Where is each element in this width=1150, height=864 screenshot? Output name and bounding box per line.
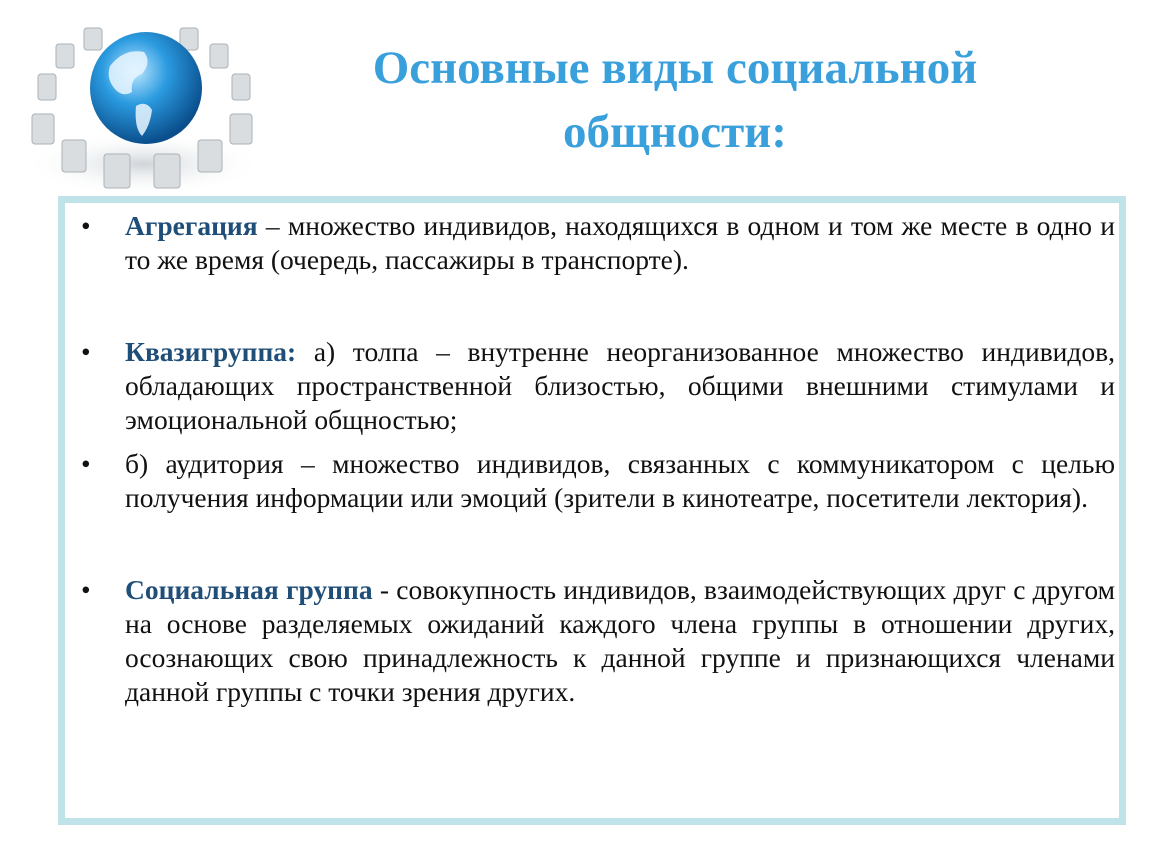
- term-quasigroup: Квазигруппа:: [125, 336, 297, 367]
- term-aggregation: Агрегация: [125, 210, 258, 241]
- list-item: [81, 447, 1115, 515]
- bullet: •: [81, 210, 91, 241]
- page-title: Основные виды социальной общности:: [372, 42, 978, 158]
- definition-text: а) толпа – внутренне неорганизованное множество индивидов, обладающих пространственной близостью, общими внешними стимулами и эмоциональной общностью;: [125, 336, 1115, 435]
- definition-text: б) аудитория – множество индивидов, связанных с коммуникатором с целью получения информации или эмоций (зрители в кинотеатре, посетители лектория).: [125, 448, 1115, 513]
- bullet: •: [81, 448, 91, 479]
- definition-text: – множество индивидов, находящихся в одном и том же месте в одно и то же время (очередь, пассажиры в транспорте).: [125, 210, 1115, 275]
- list-item: [81, 573, 1115, 709]
- list-item: [81, 335, 1115, 437]
- bullet: •: [81, 336, 91, 367]
- definition-text: - совокупность индивидов, взаимодействующих друг с другом на основе разделяемых ожиданий каждого члена группы в отношении других, осознающих свою принадлежность к данной группе и признающихся членами данной группы с точки зрения других.: [125, 574, 1115, 707]
- globe-chairs-logo: [18, 14, 268, 199]
- term-social-group: Социальная группа: [125, 574, 373, 605]
- list-item: [81, 209, 1115, 277]
- bullet: •: [81, 574, 91, 605]
- content-panel: [58, 196, 1126, 825]
